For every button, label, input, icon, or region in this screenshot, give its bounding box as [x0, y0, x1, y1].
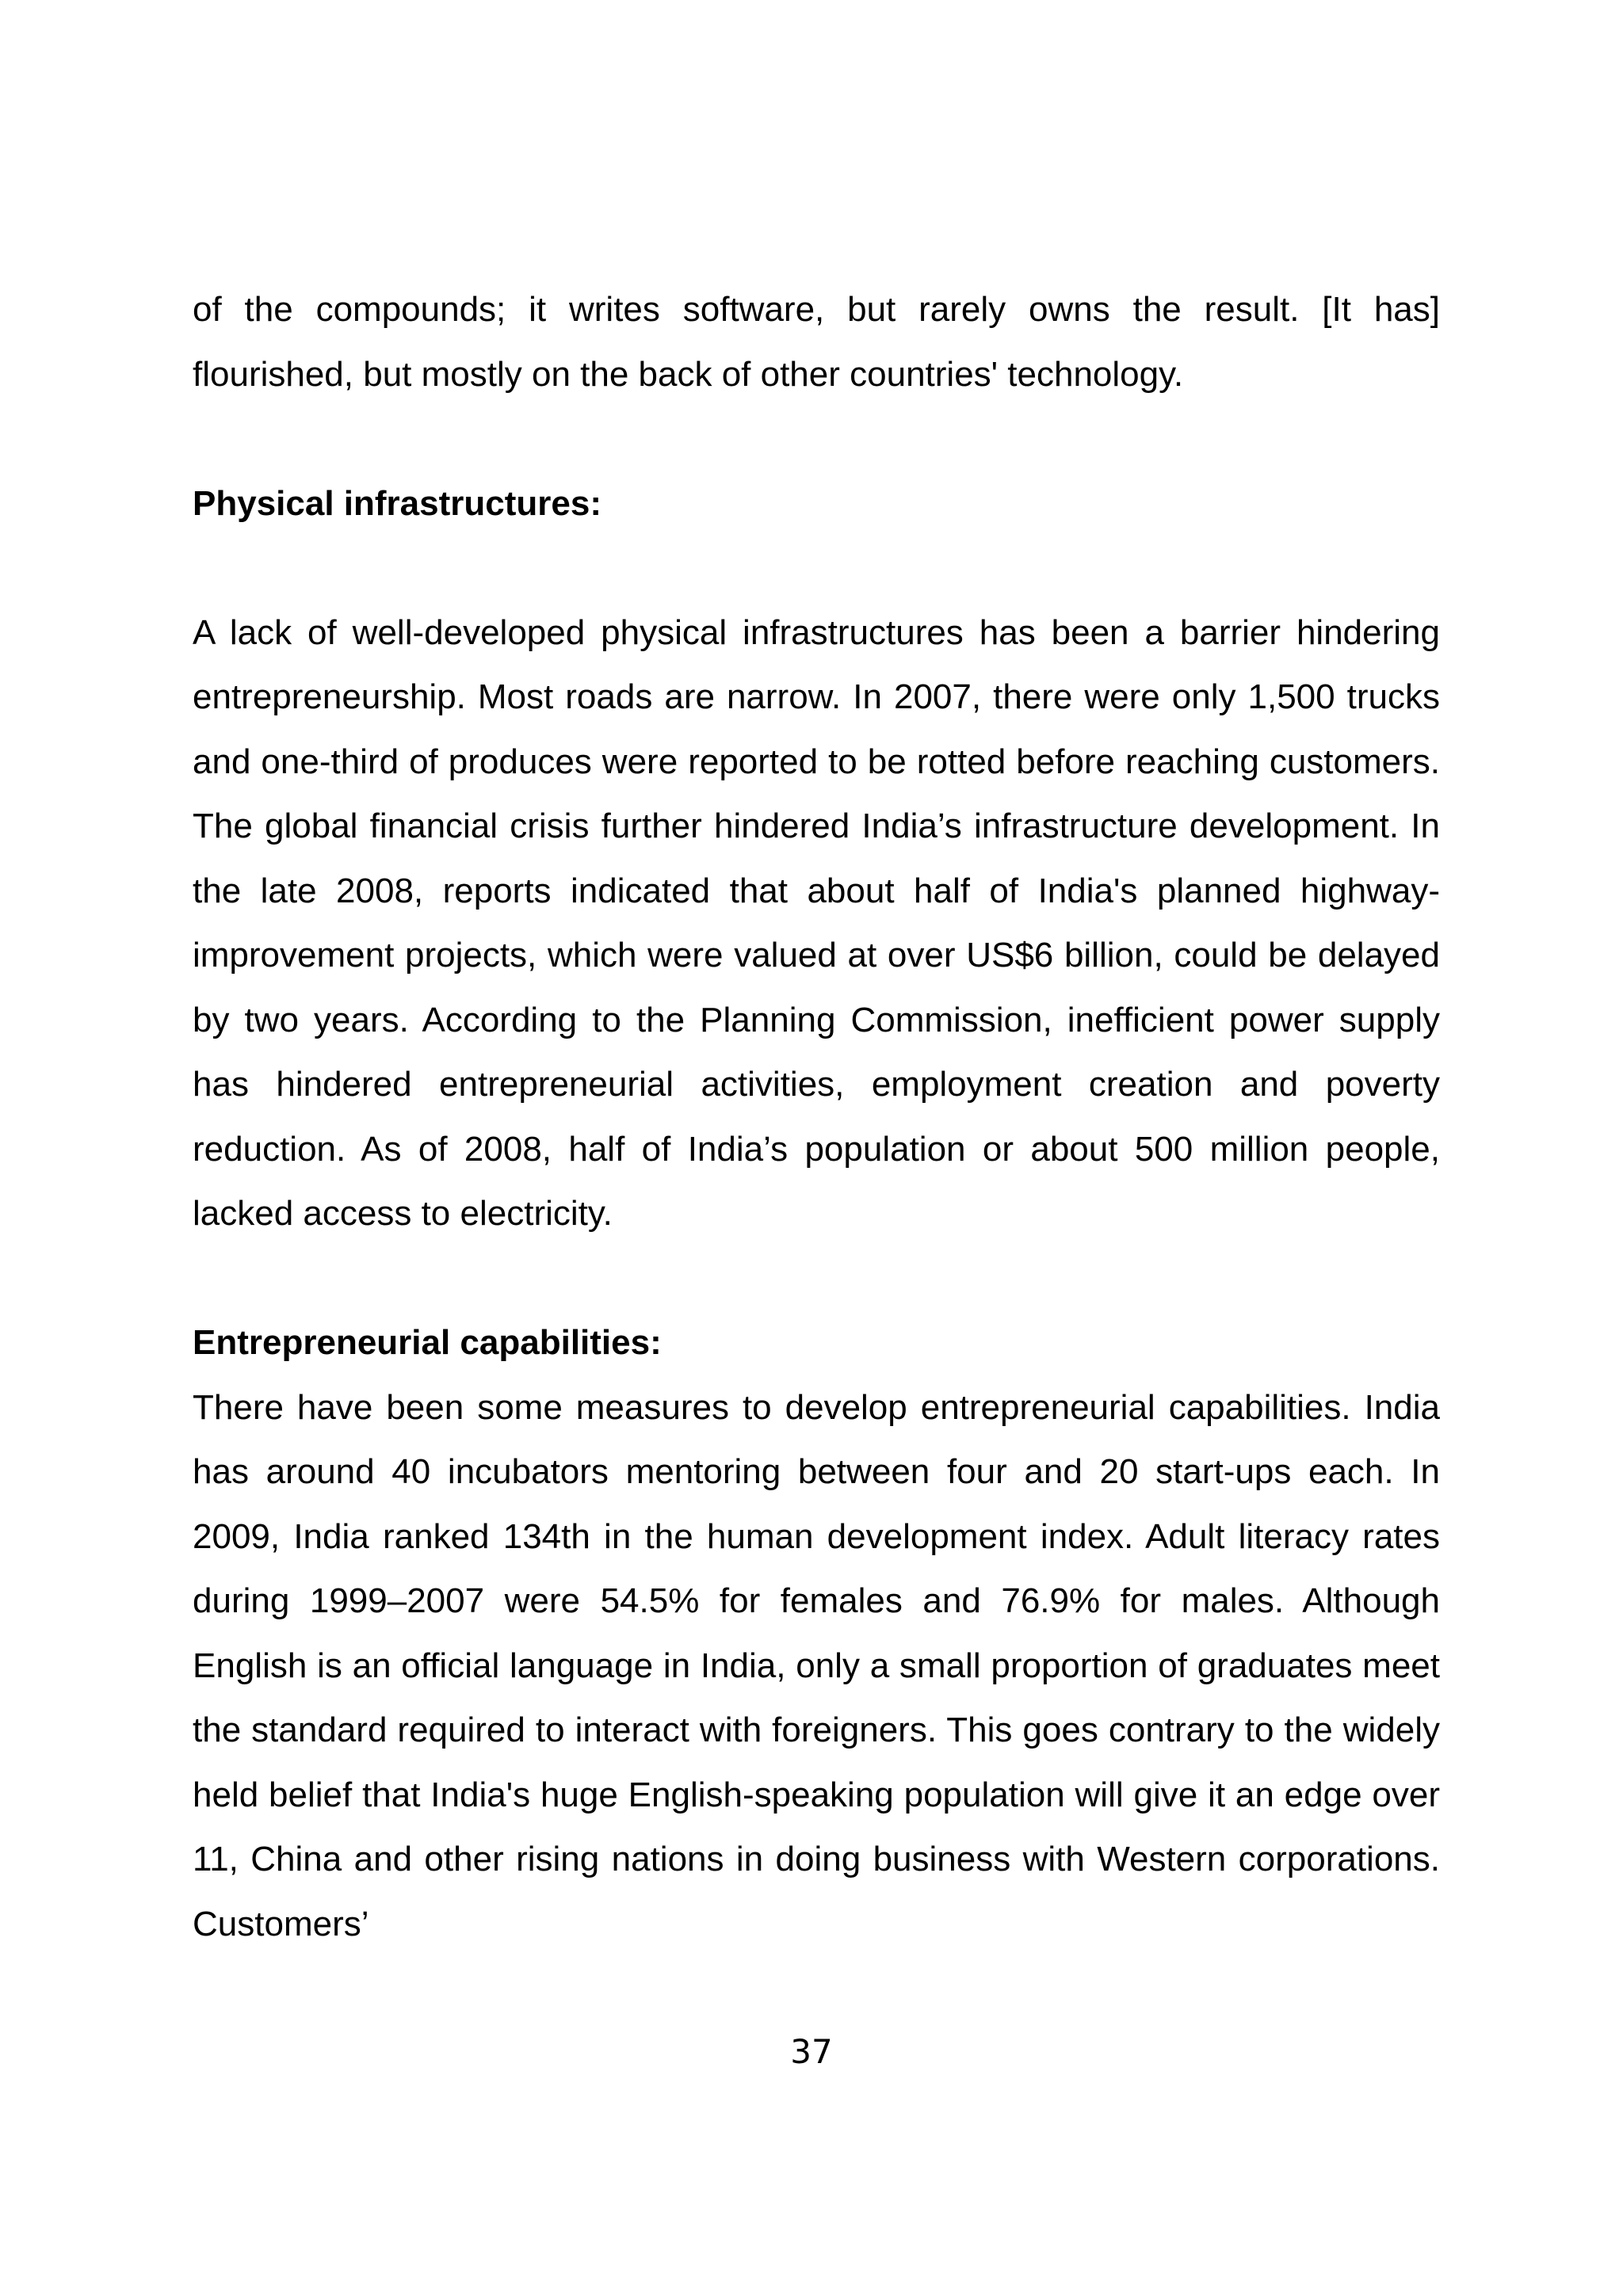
- section-heading-physical-infrastructures: Physical infrastructures:: [193, 483, 601, 523]
- page-number: 37: [790, 2032, 833, 2071]
- paragraph-spacer: [193, 1246, 1440, 1311]
- section-body-entrepreneurial-capabilities: There have been some measures to develop entrepreneurial capabilities. India has around 40 incubators mentoring between four and 20 start-ups each. In 2009, India ranked 134th in the human development index. Adult literacy rates during 1999–2007 were 54.5% for females and 76.9% for males. Although English is an official language in India, only a small proportion of graduates meet the standard required to interact with foreigners. This goes contrary to the widely held belief that India's huge English-speaking population will give it an edge over 11, China and other rising nations in doing business with Western corporations. Customers’: [193, 1387, 1440, 1943]
- page-content: [193, 277, 1440, 1956]
- section-body-physical-infrastructures: A lack of well-developed physical infrastructures has been a barrier hindering entrepreneurship. Most roads are narrow. In 2007, there were only 1,500 trucks and one-third of produces were reported to be rotted before reaching customers. The global financial crisis further hindered India’s infrastructure development. In the late 2008, reports indicated that about half of India's planned highway-improvement projects, which were valued at over US$6 billion, could be delayed by two years. According to the Planning Commission, inefficient power supply has hindered entrepreneurial activities, employment creation and poverty reduction. As of 2008, half of India’s population or about 500 million people, lacked access to electricity.: [193, 612, 1440, 1233]
- paragraph-spacer: [193, 406, 1440, 471]
- section-heading-entrepreneurial-capabilities: Entrepreneurial capabilities:: [193, 1323, 662, 1362]
- paragraph-spacer: [193, 536, 1440, 601]
- intro-paragraph: of the compounds; it writes software, but rarely owns the result. [It has] flourished, but mostly on the back of other countries' technology.: [193, 290, 1440, 394]
